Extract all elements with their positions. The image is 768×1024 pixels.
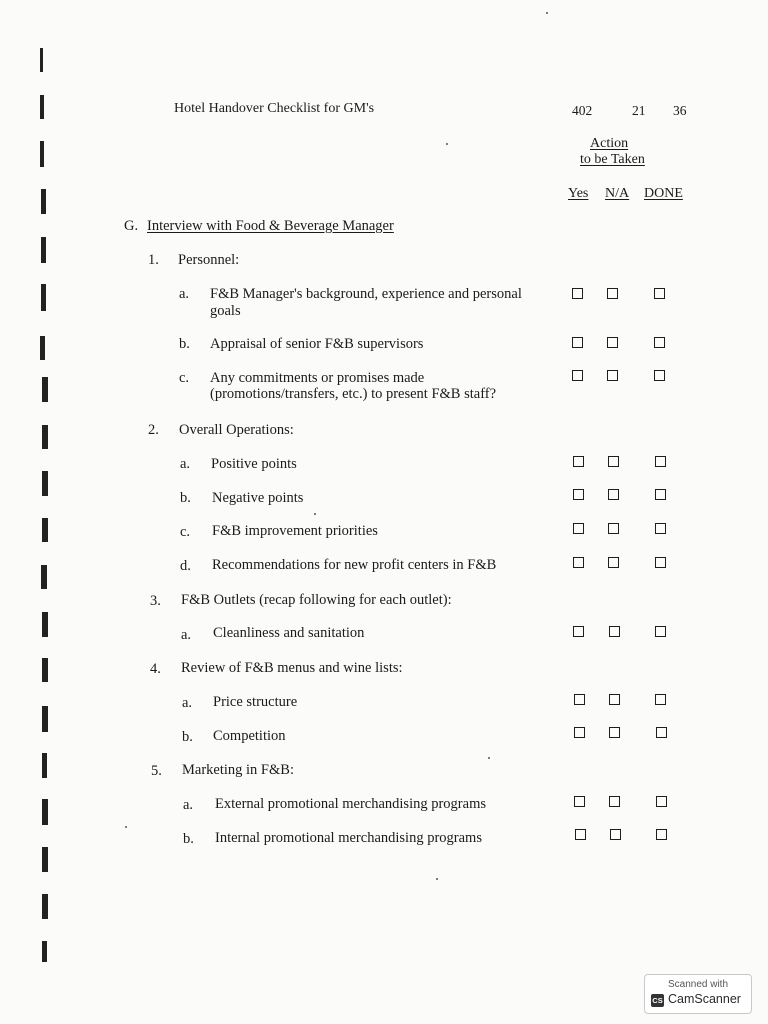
done-checkbox[interactable] (655, 626, 666, 637)
watermark-brand: CamScanner (668, 992, 741, 1006)
na-checkbox[interactable] (608, 523, 619, 534)
item-letter: a. (179, 286, 190, 302)
speck (488, 757, 490, 759)
yes-checkbox[interactable] (574, 694, 585, 705)
yes-checkbox[interactable] (572, 337, 583, 348)
na-checkbox[interactable] (608, 557, 619, 568)
speck (446, 143, 448, 145)
group-title: Overall Operations: (179, 422, 294, 438)
header-code: 36 (673, 103, 687, 118)
speck (436, 878, 438, 880)
item-text: goals (210, 303, 241, 319)
na-checkbox[interactable] (609, 727, 620, 738)
done-checkbox[interactable] (654, 370, 665, 381)
speck (546, 12, 548, 14)
item-text: F&B Manager's background, experience and personal (210, 286, 522, 302)
na-checkbox[interactable] (607, 370, 618, 381)
column-header-done: DONE (644, 186, 683, 201)
group-number: 2. (148, 422, 159, 438)
done-checkbox[interactable] (655, 557, 666, 568)
group-title: Marketing in F&B: (182, 762, 294, 778)
yes-checkbox[interactable] (574, 727, 585, 738)
item-letter: b. (180, 490, 191, 506)
group-title: Personnel: (178, 252, 240, 268)
header-code: 402 (572, 103, 593, 118)
binder-marks (0, 0, 70, 1024)
item-letter: b. (183, 831, 194, 847)
item-text: (promotions/transfers, etc.) to present F&B staff? (210, 386, 497, 402)
item-text: Competition (213, 728, 286, 744)
camscanner-watermark (644, 974, 752, 1014)
na-checkbox[interactable] (608, 489, 619, 500)
done-checkbox[interactable] (655, 694, 666, 705)
done-checkbox[interactable] (655, 489, 666, 500)
item-letter: b. (179, 336, 190, 352)
na-checkbox[interactable] (607, 288, 618, 299)
yes-checkbox[interactable] (572, 288, 583, 299)
group-number: 5. (151, 763, 162, 779)
yes-checkbox[interactable] (573, 626, 584, 637)
group-number: 1. (148, 252, 159, 268)
na-checkbox[interactable] (609, 694, 620, 705)
yes-checkbox[interactable] (573, 523, 584, 534)
item-text: Cleanliness and sanitation (213, 625, 365, 641)
action-header-line2: to be Taken (580, 152, 645, 167)
watermark-caption: Scanned with (667, 979, 729, 990)
na-checkbox[interactable] (610, 829, 621, 840)
na-checkbox[interactable] (608, 456, 619, 467)
item-letter: d. (180, 558, 191, 574)
header-code: 21 (632, 103, 646, 118)
na-checkbox[interactable] (607, 337, 618, 348)
item-text: F&B improvement priorities (212, 523, 378, 539)
item-letter: a. (181, 627, 192, 643)
section-letter: G. (124, 218, 139, 234)
column-header-na: N/A (605, 186, 630, 201)
item-text: Any commitments or promises made (210, 370, 425, 386)
done-checkbox[interactable] (654, 288, 665, 299)
done-checkbox[interactable] (654, 337, 665, 348)
item-text: Positive points (211, 456, 297, 472)
item-letter: a. (180, 456, 191, 472)
group-number: 3. (150, 593, 161, 609)
yes-checkbox[interactable] (572, 370, 583, 381)
done-checkbox[interactable] (656, 796, 667, 807)
yes-checkbox[interactable] (573, 456, 584, 467)
item-text: Price structure (213, 694, 298, 710)
item-letter: c. (179, 370, 190, 386)
group-number: 4. (150, 661, 161, 677)
yes-checkbox[interactable] (575, 829, 586, 840)
item-text: Appraisal of senior F&B supervisors (210, 336, 424, 352)
yes-checkbox[interactable] (574, 796, 585, 807)
item-letter: a. (182, 695, 193, 711)
section-title: Interview with Food & Beverage Manager (147, 218, 394, 234)
speck (125, 826, 127, 828)
done-checkbox[interactable] (656, 829, 667, 840)
item-letter: b. (182, 729, 193, 745)
speck (314, 513, 316, 515)
document-title: Hotel Handover Checklist for GM's (174, 101, 375, 116)
item-letter: c. (180, 524, 191, 540)
group-title: Review of F&B menus and wine lists: (181, 660, 403, 676)
item-text: Recommendations for new profit centers in F&B (212, 557, 497, 573)
camscanner-logo-icon: CS (652, 996, 663, 1005)
done-checkbox[interactable] (655, 523, 666, 534)
item-letter: a. (183, 797, 194, 813)
yes-checkbox[interactable] (573, 557, 584, 568)
column-header-yes: Yes (568, 186, 589, 201)
na-checkbox[interactable] (609, 796, 620, 807)
group-title: F&B Outlets (recap following for each outlet): (181, 592, 452, 608)
done-checkbox[interactable] (656, 727, 667, 738)
done-checkbox[interactable] (655, 456, 666, 467)
na-checkbox[interactable] (609, 626, 620, 637)
action-header-line1: Action (590, 136, 629, 151)
item-text: Negative points (212, 490, 304, 506)
yes-checkbox[interactable] (573, 489, 584, 500)
item-text: External promotional merchandising programs (215, 796, 486, 812)
item-text: Internal promotional merchandising programs (215, 830, 482, 846)
